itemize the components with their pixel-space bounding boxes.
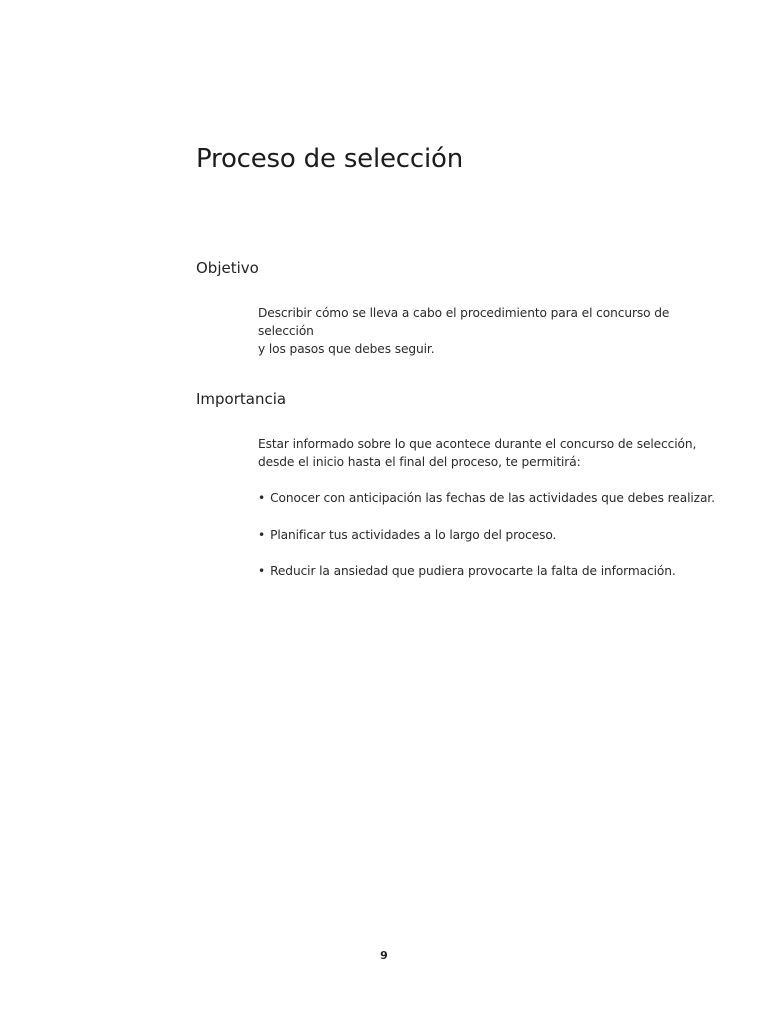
bullet-text-2: Planificar tus actividades a lo largo del proceso. (270, 527, 557, 542)
objetivo-line-2: y los pasos que debes seguir. (258, 342, 435, 356)
bullet-item-2 (258, 526, 728, 544)
bullet-icon: • (258, 527, 266, 542)
bullet-text-1: Conocer con anticipación las fechas de las actividades que debes realizar. (270, 491, 715, 505)
importancia-heading: Importancia (196, 390, 287, 408)
bullet-icon: • (258, 564, 266, 578)
objetivo-paragraph (258, 304, 698, 358)
importancia-line-2: desde el inicio hasta el final del proceso, te permitirá: (258, 455, 581, 469)
objetivo-line-1: Describir cómo se lleva a cabo el procedimiento para el concurso de selección (258, 306, 670, 338)
bullet-item-1 (258, 489, 728, 507)
bullet-icon: • (258, 491, 266, 505)
importancia-bullet-list (258, 489, 728, 599)
importancia-paragraph (258, 435, 698, 471)
importancia-line-1: Estar informado sobre lo que acontece durante el concurso de selección, (258, 437, 697, 451)
bullet-text-3: Reducir la ansiedad que pudiera provocarte la falta de información. (270, 564, 676, 578)
page-number: 9 (380, 949, 388, 962)
bullet-item-3 (258, 562, 728, 580)
page-title: Proceso de selección (196, 144, 463, 174)
objetivo-heading: Objetivo (196, 259, 259, 277)
